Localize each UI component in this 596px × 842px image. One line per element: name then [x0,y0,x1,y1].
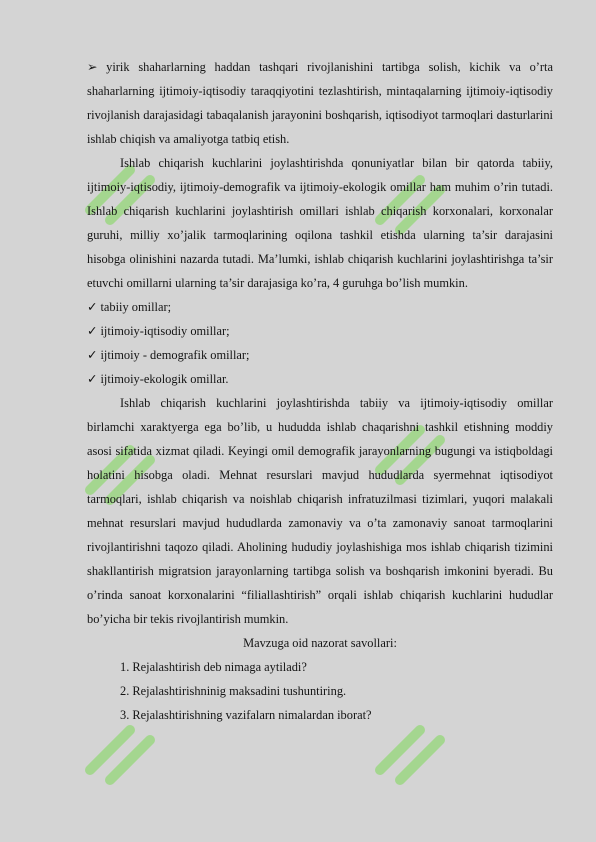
question-item: 3. Rejalashtirishning vazifalarn nimalardan iborat? [120,708,372,722]
factor-item: ✓ ijtimoiy-iqtisodiy omillar; [87,324,230,338]
paragraph-factors-detail: Ishlab chiqarish kuchlarini joylashtirishda tabiiy va ijtimoiy-iqtisodiy omillar birlamchi xaraktyerga ega bo’lib, u hududda ishlab chaqarishni tashkil etishning moddiy asosi sifatida xizmat qiladi. Keyingi omil demografik jarayonlarning bugungi va istiqboldagi holatini hisobga oladi. Mehnat resurslari mavjud hududlarda syermehnat iqtisodiyot tarmoqlari, ishlab chiqarish va noishlab chiqarish infratuzilmasi tizimlari, yuqori malakali mehnat resurslari mavjud hududlarda zamonaviy va o’ta zamonaviy sanoat tarmoqlarini rivojlantirishni taqozo qiladi. Aholining hududiy joylashishiga mos ishlab chiqarish tizimini shakllantirish migratsion jarayonlarning tartibga solish va boshqarish imkonini byeradi. Bu o’rinda sanoat korxonalarini “filiallashtirish” orqali ishlab chiqarish kuchlarini hududlar bo’yicha bir tekis rivojlantirish mumkin. [87,396,553,626]
question-item: 1. Rejalashtirish deb nimaga aytiladi? [120,660,307,674]
question-item: 2. Rejalashtirishninig maksadini tushuntiring. [120,684,347,698]
factor-item: ✓ tabiiy omillar; [87,300,172,314]
document-body [87,55,553,727]
paragraph-factors-intro: Ishlab chiqarish kuchlarini joylashtirishda qonuniyatlar bilan bir qatorda tabiiy, ijtimoiy-iqtisodiy, ijtimoiy-demografik va ijtimoiy-ekologik omillar ham muhim o’rin tutadi. Ishlab chiqarish kuchlarini joylashtirish omillari ishlab chiqarish korxonalari, korxonalar guruhi, milliy xo’jalik tarmoqlarining oqilona tashkil etishda ularning ta’sir darajasini hisobga olinishini nazarda tutadi. Ma’lumki, ishlab chiqarish kuchlarini joylashtirishga ta’sir etuvchi omillarni ularning ta’sir darajasiga ko’ra, 4 guruhga bo’lish mumkin. [87,156,553,290]
intro-bullet-paragraph: ➢ yirik shaharlarning haddan tashqari rivojlanishini tartibga solish, kichik va o’rta shaharlarning ijtimoiy-iqtisodiy taraqqiyotini tezlashtirish, mintaqalarning ijtimoiy-iqtisodiy rivojlanish darajasidagi tabaqalanish jarayonini boshqarish, iqtisodiyot tarmoqlari dasturlarini ishlab chiqish va amaliyotga tatbiq etish. [87,60,553,146]
questions-heading: Mavzuga oid nazorat savollari: [243,636,397,650]
factor-item: ✓ ijtimoiy - demografik omillar; [87,348,250,362]
factor-item: ✓ ijtimoiy-ekologik omillar. [87,372,229,386]
